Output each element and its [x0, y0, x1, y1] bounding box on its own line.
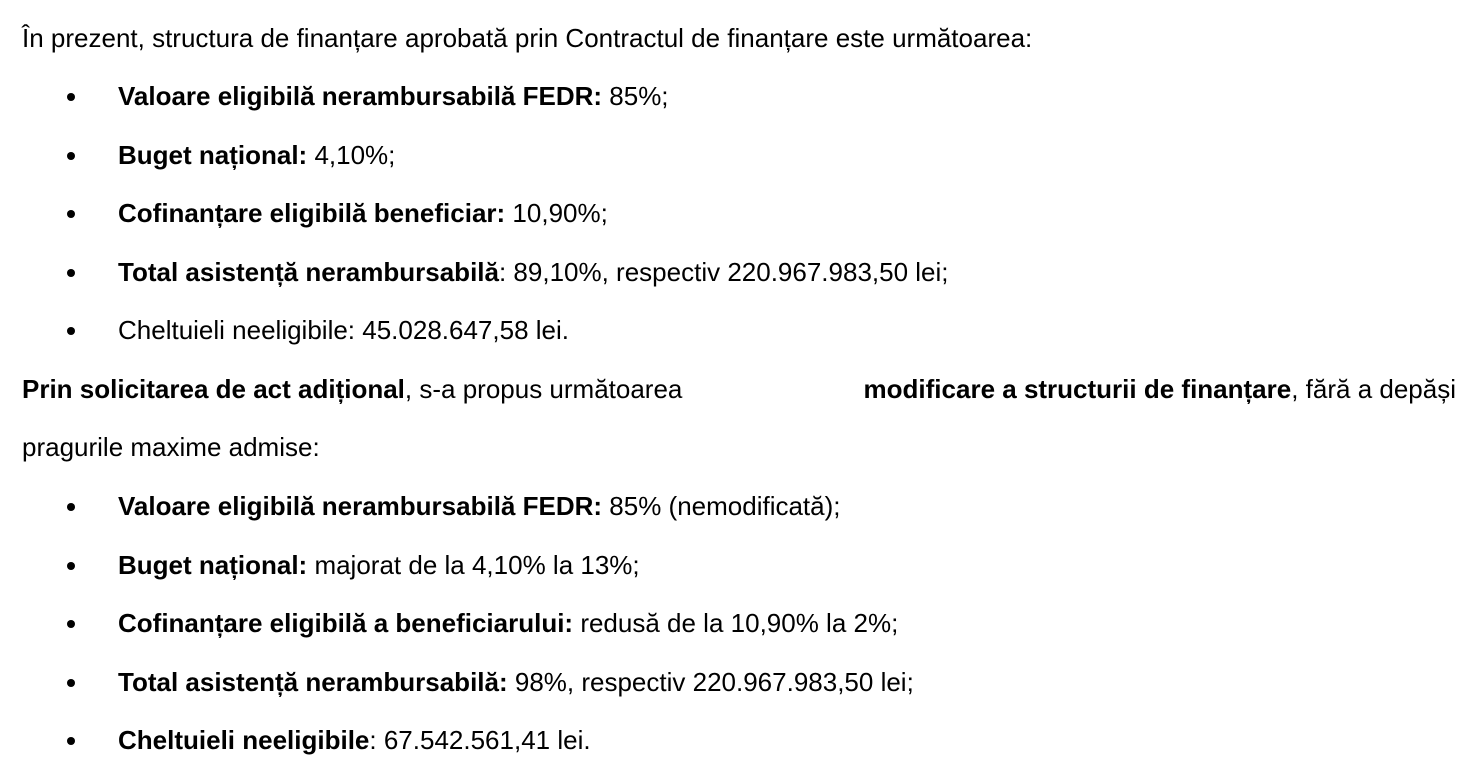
bullet-icon [67, 503, 75, 511]
list-item [0, 605, 1478, 641]
item-label: Cofinanțare eligibilă a beneficiarului: [118, 608, 574, 638]
list-item [0, 722, 1478, 758]
item-value: 4,10%; [307, 140, 396, 170]
item-label: Valoare eligibilă nerambursabilă FEDR: [118, 491, 603, 521]
bullet-icon [67, 152, 75, 160]
item-label: Cofinanțare eligibilă beneficiar: [118, 198, 506, 228]
item-value: 10,90%; [505, 198, 608, 228]
list-item [0, 137, 1478, 173]
list-item [0, 664, 1478, 700]
item-label: Valoare eligibilă nerambursabilă FEDR: [118, 81, 603, 111]
bullet-icon [67, 620, 75, 628]
list-item [0, 254, 1478, 290]
proposal-paragraph-line-2 [22, 429, 320, 465]
item-value: 85%; [602, 81, 669, 111]
item-value: 98%, respectiv 220.967.983,50 lei; [507, 667, 914, 697]
item-value: majorat de la 4,10% la 13%; [307, 550, 640, 580]
proposal-text-1: , s-a propus următoarea [404, 374, 683, 404]
item-label: Buget național: [118, 140, 308, 170]
item-value: : 89,10%, respectiv 220.967.983,50 lei; [498, 257, 949, 287]
item-label: Total asistență nerambursabilă: [118, 667, 508, 697]
item-value: redusă de la 10,90% la 2%; [573, 608, 899, 638]
proposal-text-2: , fără a depăși [1291, 374, 1456, 404]
bullet-icon [67, 269, 75, 277]
list-item [0, 78, 1478, 114]
item-value: : 67.542.561,41 lei. [369, 725, 591, 755]
list-item [0, 488, 1478, 524]
intro-text: În prezent, structura de finanțare aprobată prin Contractul de finanțare este următoarea: [22, 23, 1033, 53]
bullet-icon [67, 327, 75, 335]
list-item [0, 312, 1478, 348]
item-value: Cheltuieli neeligibile: 45.028.647,58 lei. [118, 315, 569, 345]
item-label: Buget național: [118, 550, 308, 580]
proposal-line-2: pragurile maxime admise: [22, 432, 320, 462]
list-item [0, 195, 1478, 231]
bullet-icon [67, 210, 75, 218]
list-item [0, 547, 1478, 583]
bullet-icon [67, 737, 75, 745]
item-label: Cheltuieli neeligibile [118, 725, 370, 755]
intro-paragraph [22, 20, 1032, 56]
bullet-icon [67, 679, 75, 687]
item-label: Total asistență nerambursabilă [118, 257, 499, 287]
proposal-bold-1: Prin solicitarea de act adițional [22, 374, 405, 404]
item-value: 85% (nemodificată); [602, 491, 841, 521]
proposal-paragraph-line-1 [22, 371, 1456, 407]
bullet-icon [67, 562, 75, 570]
bullet-icon [67, 93, 75, 101]
proposal-bold-2: modificare a structurii de finanțare [863, 374, 1292, 404]
